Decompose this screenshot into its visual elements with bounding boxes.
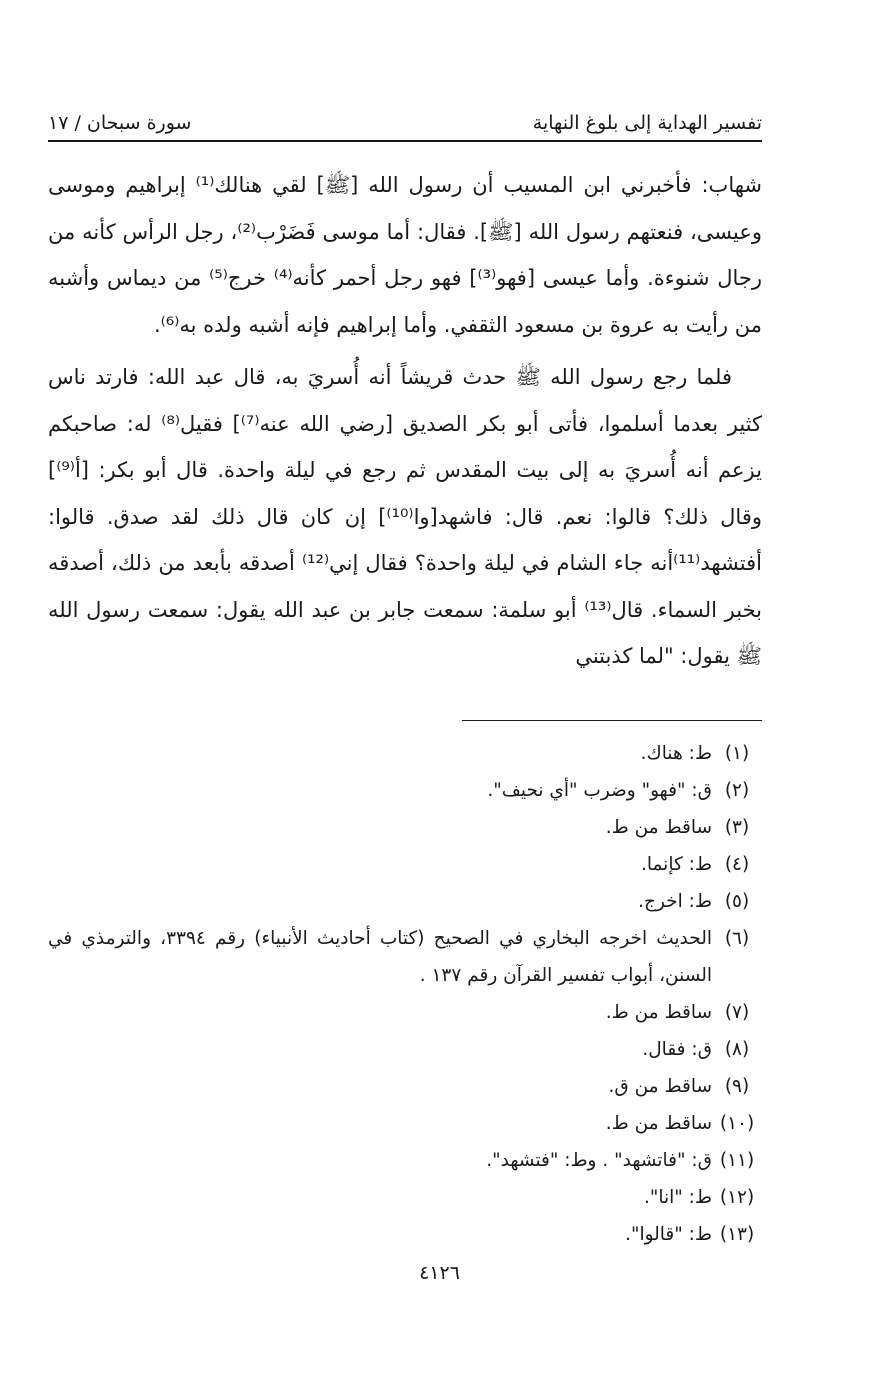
- footnote-text: ساقط من ط.: [605, 816, 712, 838]
- footnote-number: (٣): [724, 816, 750, 838]
- footnote-number: (٤): [724, 853, 750, 875]
- footnote: [48, 1031, 762, 1068]
- footnote-number: (١٠): [719, 1112, 755, 1134]
- footnote-number: (٦): [724, 927, 750, 949]
- main-text: [48, 162, 762, 680]
- footnotes: [48, 735, 762, 1253]
- footnote-number: (٧): [724, 1001, 750, 1023]
- footnote-text: ساقط من ط.: [605, 1112, 712, 1134]
- footnote: [48, 1142, 762, 1179]
- footnote: [48, 1216, 762, 1253]
- footnote-text: ق: "فهو" وضرب "أي نحيف".: [487, 779, 712, 801]
- header-rule: [48, 140, 762, 142]
- footnote-text: ط: "انا".: [643, 1186, 712, 1208]
- footnote-number: (٢): [724, 779, 750, 801]
- footnote-text: ق: "فاتشهد" . وط: "فتشهد".: [486, 1149, 712, 1171]
- footnote-number: (١١): [719, 1149, 755, 1171]
- footnote-text: ط: اخرج.: [638, 890, 712, 912]
- footnote-rule: [462, 720, 762, 721]
- footnote: [48, 735, 762, 772]
- footnote-text: الحديث اخرجه البخاري في الصحيح (كتاب أحاديث الأنبياء) رقم ٣٣٩٤، والترمذي في السنن، أبواب تفسير القرآن رقم ١٣٧ .: [48, 927, 712, 986]
- footnote: [48, 772, 762, 809]
- footnote-number: (١): [724, 742, 750, 764]
- footnote-number: (٨): [724, 1038, 750, 1060]
- footnote-text: ط: هناك.: [640, 742, 712, 764]
- page: [48, 100, 762, 1253]
- paragraph-2: فلما رجع رسول الله ﷺ حدث قريشاً أنه أُسريَ به، قال عبد الله: فارتد ناس كثير بعدما أسلموا، فأتى أبو بكر الصديق [رضي الله عنه⁽⁷⁾] فقيل⁽⁸⁾ له: صاحبكم يزعم أنه أُسريَ به إلى بيت المقدس ثم رجع في ليلة واحدة. قال أبو بكر: [أ⁽⁹⁾] وقال ذلك؟ قالوا: نعم. قال: فاشهد[وا⁽¹⁰⁾] إن كان قال ذلك لقد صدق. قالوا: أفتشهد⁽¹¹⁾أنه جاء الشام في ليلة واحدة؟ فقال إني⁽¹²⁾ أصدقه بأبعد من ذلك، أصدقه بخبر السماء. قال⁽¹³⁾ أبو سلمة: سمعت جابر بن عبد الله يقول: سمعت رسول الله ﷺ يقول: "لما كذبتني: [48, 365, 763, 668]
- footnote-number: (٩): [724, 1075, 750, 1097]
- footnote: [48, 1068, 762, 1105]
- footnote-number: (١٢): [719, 1186, 755, 1208]
- running-header: [48, 100, 762, 134]
- footnote-text: ط: كإنما.: [640, 853, 712, 875]
- footnote: [48, 994, 762, 1031]
- footnote-text: ساقط من ط.: [605, 1001, 712, 1023]
- footnote: [48, 920, 762, 994]
- footnote-text: ق: فقال.: [642, 1038, 712, 1060]
- footnote: [48, 883, 762, 920]
- footnote-number: (١٣): [719, 1223, 755, 1245]
- footnote-text: ط: "قالوا".: [625, 1223, 712, 1245]
- footnote: [48, 1105, 762, 1142]
- footnote: [48, 809, 762, 846]
- book-title: تفسير الهداية إلى بلوغ النهاية: [532, 112, 762, 134]
- paragraph-1: شهاب: فأخبرني ابن المسيب أن رسول الله [ﷺ] لقي هنالك⁽¹⁾ إبراهيم وموسى وعيسى، فنعتهم رسول الله [ﷺ]. فقال: أما موسى فَضَرْب⁽²⁾، رجل الرأس كأنه من رجال شنوءة. وأما عيسى [فهو⁽³⁾] فهو رجل أحمر كأنه⁽⁴⁾ خرج⁽⁵⁾ من ديماس وأشبه من رأيت به عروة بن مسعود الثقفي. وأما إبراهيم فإنه أشبه ولده به⁽⁶⁾.: [48, 173, 763, 337]
- footnote: [48, 1179, 762, 1216]
- page-number: ٤١٢٦: [419, 1262, 460, 1284]
- surah-reference: سورة سبحان / ١٧: [48, 112, 192, 134]
- footnote-number: (٥): [724, 890, 750, 912]
- footnote: [48, 846, 762, 883]
- footnote-text: ساقط من ق.: [608, 1075, 712, 1097]
